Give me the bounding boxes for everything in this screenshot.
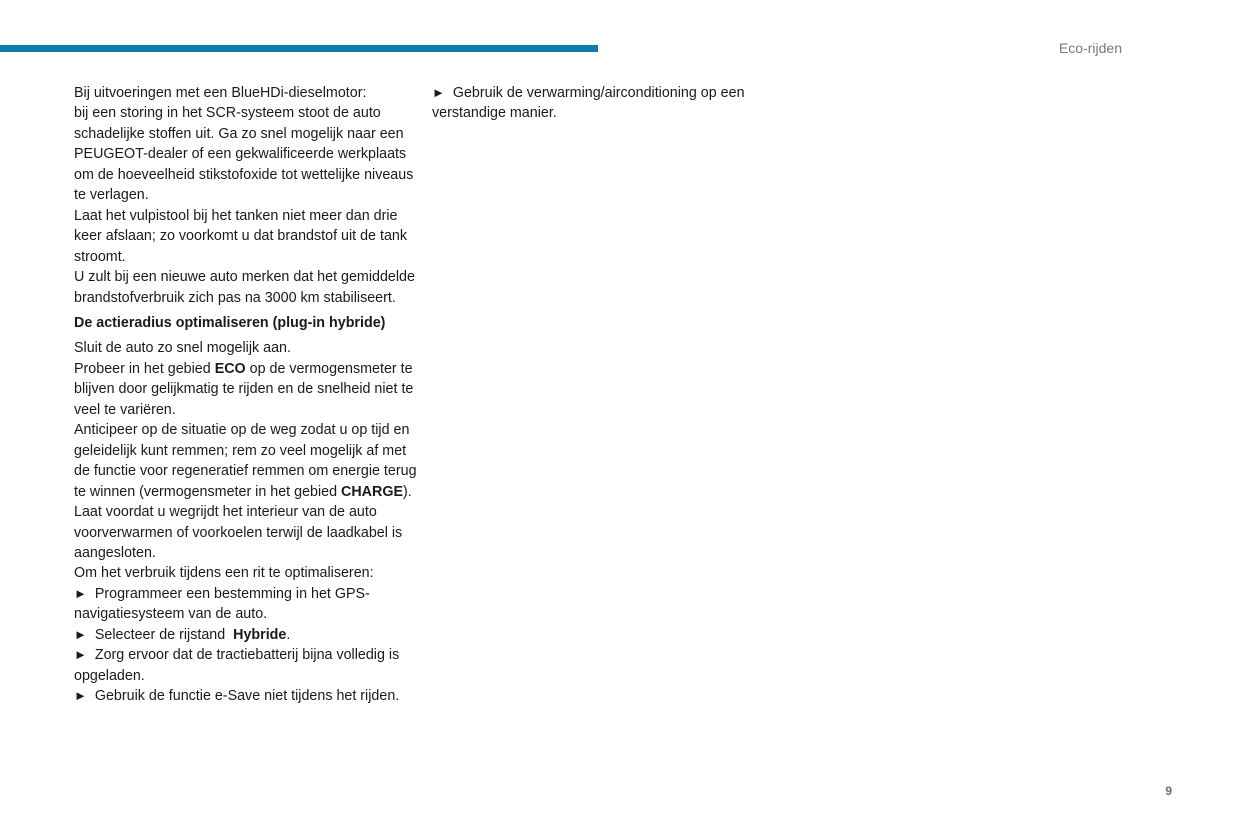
- text-segment: Selecteer de rijstand: [94, 626, 234, 643]
- paragraph-precondition: Laat voordat u wegrijdt het interieur van de auto voorverwarmen of voorkoelen terwijl de laadkabel is aangesloten.: [74, 504, 403, 561]
- bullet-arrow-icon: ►: [74, 585, 87, 601]
- text-segment: Probeer in het gebied: [74, 360, 215, 377]
- bullet-arrow-icon: ►: [74, 688, 87, 704]
- bullet-item-esave: [74, 686, 419, 706]
- bullet-item-battery: [74, 645, 419, 686]
- text-segment: .: [286, 626, 291, 643]
- paragraph-plug-in: Sluit de auto zo snel mogelijk aan.: [74, 340, 291, 357]
- left-column: [74, 83, 419, 707]
- bullet-item-gps: [74, 584, 419, 625]
- paragraph-trip-intro: Om het verbruik tijdens een rit te optimaliseren:: [74, 565, 374, 582]
- right-column: [432, 83, 762, 124]
- section-title: Eco-rijden: [1058, 40, 1122, 56]
- paragraph-bluehdi-intro: Bij uitvoeringen met een BlueHDi-dieselmotor:: [74, 85, 367, 101]
- bullet-text: Programmeer een bestemming in het GPS-navigatiesysteem van de auto.: [74, 585, 370, 623]
- header-accent-bar: [0, 45, 598, 52]
- bullet-item-drive-mode: [74, 625, 419, 645]
- bullet-arrow-icon: ►: [74, 626, 87, 642]
- eco-label: ECO: [214, 360, 246, 377]
- hybride-label: Hybride: [233, 626, 287, 643]
- heading-range-optimisation: De actieradius optimaliseren (plug-in hybride): [74, 314, 386, 331]
- paragraph-anticipate: [74, 420, 419, 502]
- paragraph-eco-zone: [74, 359, 419, 420]
- charge-label: CHARGE: [341, 483, 403, 500]
- paragraph-refuel: Laat het vulpistool bij het tanken niet meer dan drie keer afslaan; zo voorkomt u dat brandstof uit de tank stroomt.: [74, 207, 407, 265]
- paragraph-new-car-consumption: U zult bij een nieuwe auto merken dat het gemiddelde brandstofverbruik zich pas na 3000 km stabiliseert.: [74, 269, 415, 306]
- page-number: 9: [1165, 784, 1172, 798]
- text-segment: Anticipeer op de situatie op de weg zodat u op tijd en geleidelijk kunt remmen; rem zo veel mogelijk af met de functie voor regeneratief remmen om energie terug te winnen (vermogensmeter in het gebied: [74, 422, 417, 500]
- text-segment: op de vermogensmeter te blijven door gelijkmatig te rijden en de snelheid niet te veel te variëren.: [74, 360, 414, 418]
- bullet-arrow-icon: ►: [74, 647, 87, 663]
- text-segment: ).: [403, 483, 412, 500]
- bullet-text: Gebruik de functie e-Save niet tijdens het rijden.: [94, 688, 400, 705]
- bullet-text: Zorg ervoor dat de tractiebatterij bijna volledig is opgeladen.: [74, 647, 400, 684]
- paragraph-scr-fault: bij een storing in het SCR-systeem stoot de auto schadelijke stoffen uit. Ga zo snel mogelijk naar een PEUGEOT-dealer of een gekwalificeerde werkplaats om de hoeveelheid stikstofoxide tot wettelijke niveaus te verlagen.: [74, 105, 414, 204]
- bullet-text: Gebruik de verwarming/airconditioning op een verstandige manier.: [432, 85, 745, 122]
- bullet-item-climate: [432, 83, 762, 124]
- bullet-arrow-icon: ►: [432, 85, 445, 100]
